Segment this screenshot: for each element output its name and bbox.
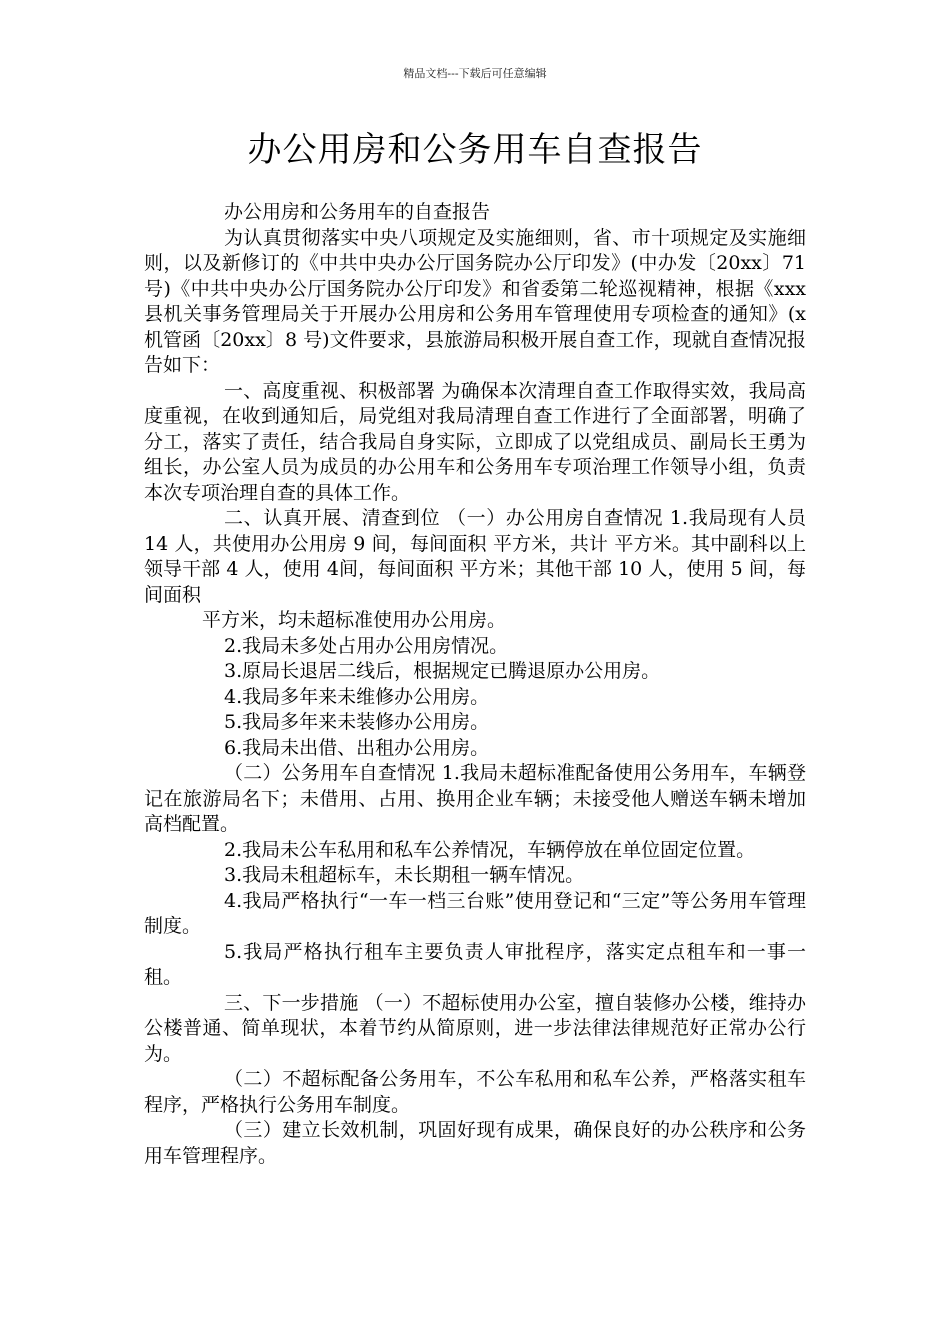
paragraph-vehicle-check: （二）公务用车自查情况 1.我局未超标准配备使用公务用车，车辆登记在旅游局名下；未借用、占用、换用企业车辆；未接受他人赠送车辆未增加高档配置。 xyxy=(144,762,806,835)
list-item: 2.我局未公车私用和私车公养情况，车辆停放在单位固定位置。 xyxy=(224,838,756,861)
list-item: 4.我局严格执行“一车一档三台账”使用登记和“三定”等公务用车管理制度。 xyxy=(144,889,806,937)
paragraph-section-3: 三、下一步措施 （一）不超标使用办公室，擅自装修办公楼，维持办公楼普通、简单现状，本着节约从简原则，进一步法律法律规范好正常办公行为。 xyxy=(144,991,806,1065)
page-header-note: 精品文档---下载后可任意编辑 xyxy=(403,67,547,80)
list-item: 4.我局多年来未维修办公用房。 xyxy=(224,685,490,708)
paragraph-section-1: 一、高度重视、积极部署 为确保本次清理自查工作取得实效，我局高度重视，在收到通知后，局党组对我局清理自查工作进行了全面部署，明确了分工，落实了责任，结合我局自身实际，立即成了以党组成员、副局长王勇为组长，办公室人员为成员的办公用车和公务用车专项治理工作领导小组，负责本次专项治理自查的具体工作。 xyxy=(144,379,806,504)
paragraph-intro: 为认真贯彻落实中央八项规定及实施细则，省、市十项规定及实施细则，以及新修订的《中共中央办公厅国务院办公厅印发》(中办发〔20xx〕71 号)《中共中央办公厅国务院办公厅印发》和省委第二轮巡视精神，根据《xxx 县机关事务管理局关于开展办公用房和公务用车管理使用专项检查的通知》(x 机管函〔20xx〕8 号)文件要求，县旅游局积极开展自查工作，现就自查情况报告如下： xyxy=(144,226,806,376)
list-item: 6.我局未出借、出租办公用房。 xyxy=(224,736,490,759)
document-title: 办公用房和公务用车自查报告 xyxy=(247,130,703,170)
paragraph-section-2: 二、认真开展、清查到位 （一）办公用房自查情况 1.我局现有人员 14 人，共使用办公用房 9 间，每间面积 平方米，共计 平方米。其中副科以上领导干部 4 人，使用 4间，每间面积 平方米；其他干部 10 人，使用 5 间，每间面积 xyxy=(144,507,806,606)
list-item: 3.我局未租超标车，未长期租一辆车情况。 xyxy=(224,864,585,886)
list-item: 5.我局多年来未装修办公用房。 xyxy=(224,711,490,733)
list-item: （二）不超标配备公务用车，不公车私用和私车公养，严格落实租车程序，严格执行公务用车制度。 xyxy=(144,1068,806,1116)
list-item: （三）建立长效机制，巩固好现有成果，确保良好的办公秩序和公务用车管理程序。 xyxy=(144,1119,806,1167)
paragraph-continuation: 平方米，均未超标准使用办公用房。 xyxy=(202,609,507,631)
list-item: 5.我局严格执行租车主要负责人审批程序，落实定点租车和一事一租。 xyxy=(144,940,806,988)
document-body xyxy=(144,200,806,1169)
document-subtitle: 办公用房和公务用车的自查报告 xyxy=(224,201,491,223)
list-item: 3.原局长退居二线后，根据规定已腾退原办公用房。 xyxy=(224,660,661,682)
list-item: 2.我局未多处占用办公用房情况。 xyxy=(224,634,509,657)
